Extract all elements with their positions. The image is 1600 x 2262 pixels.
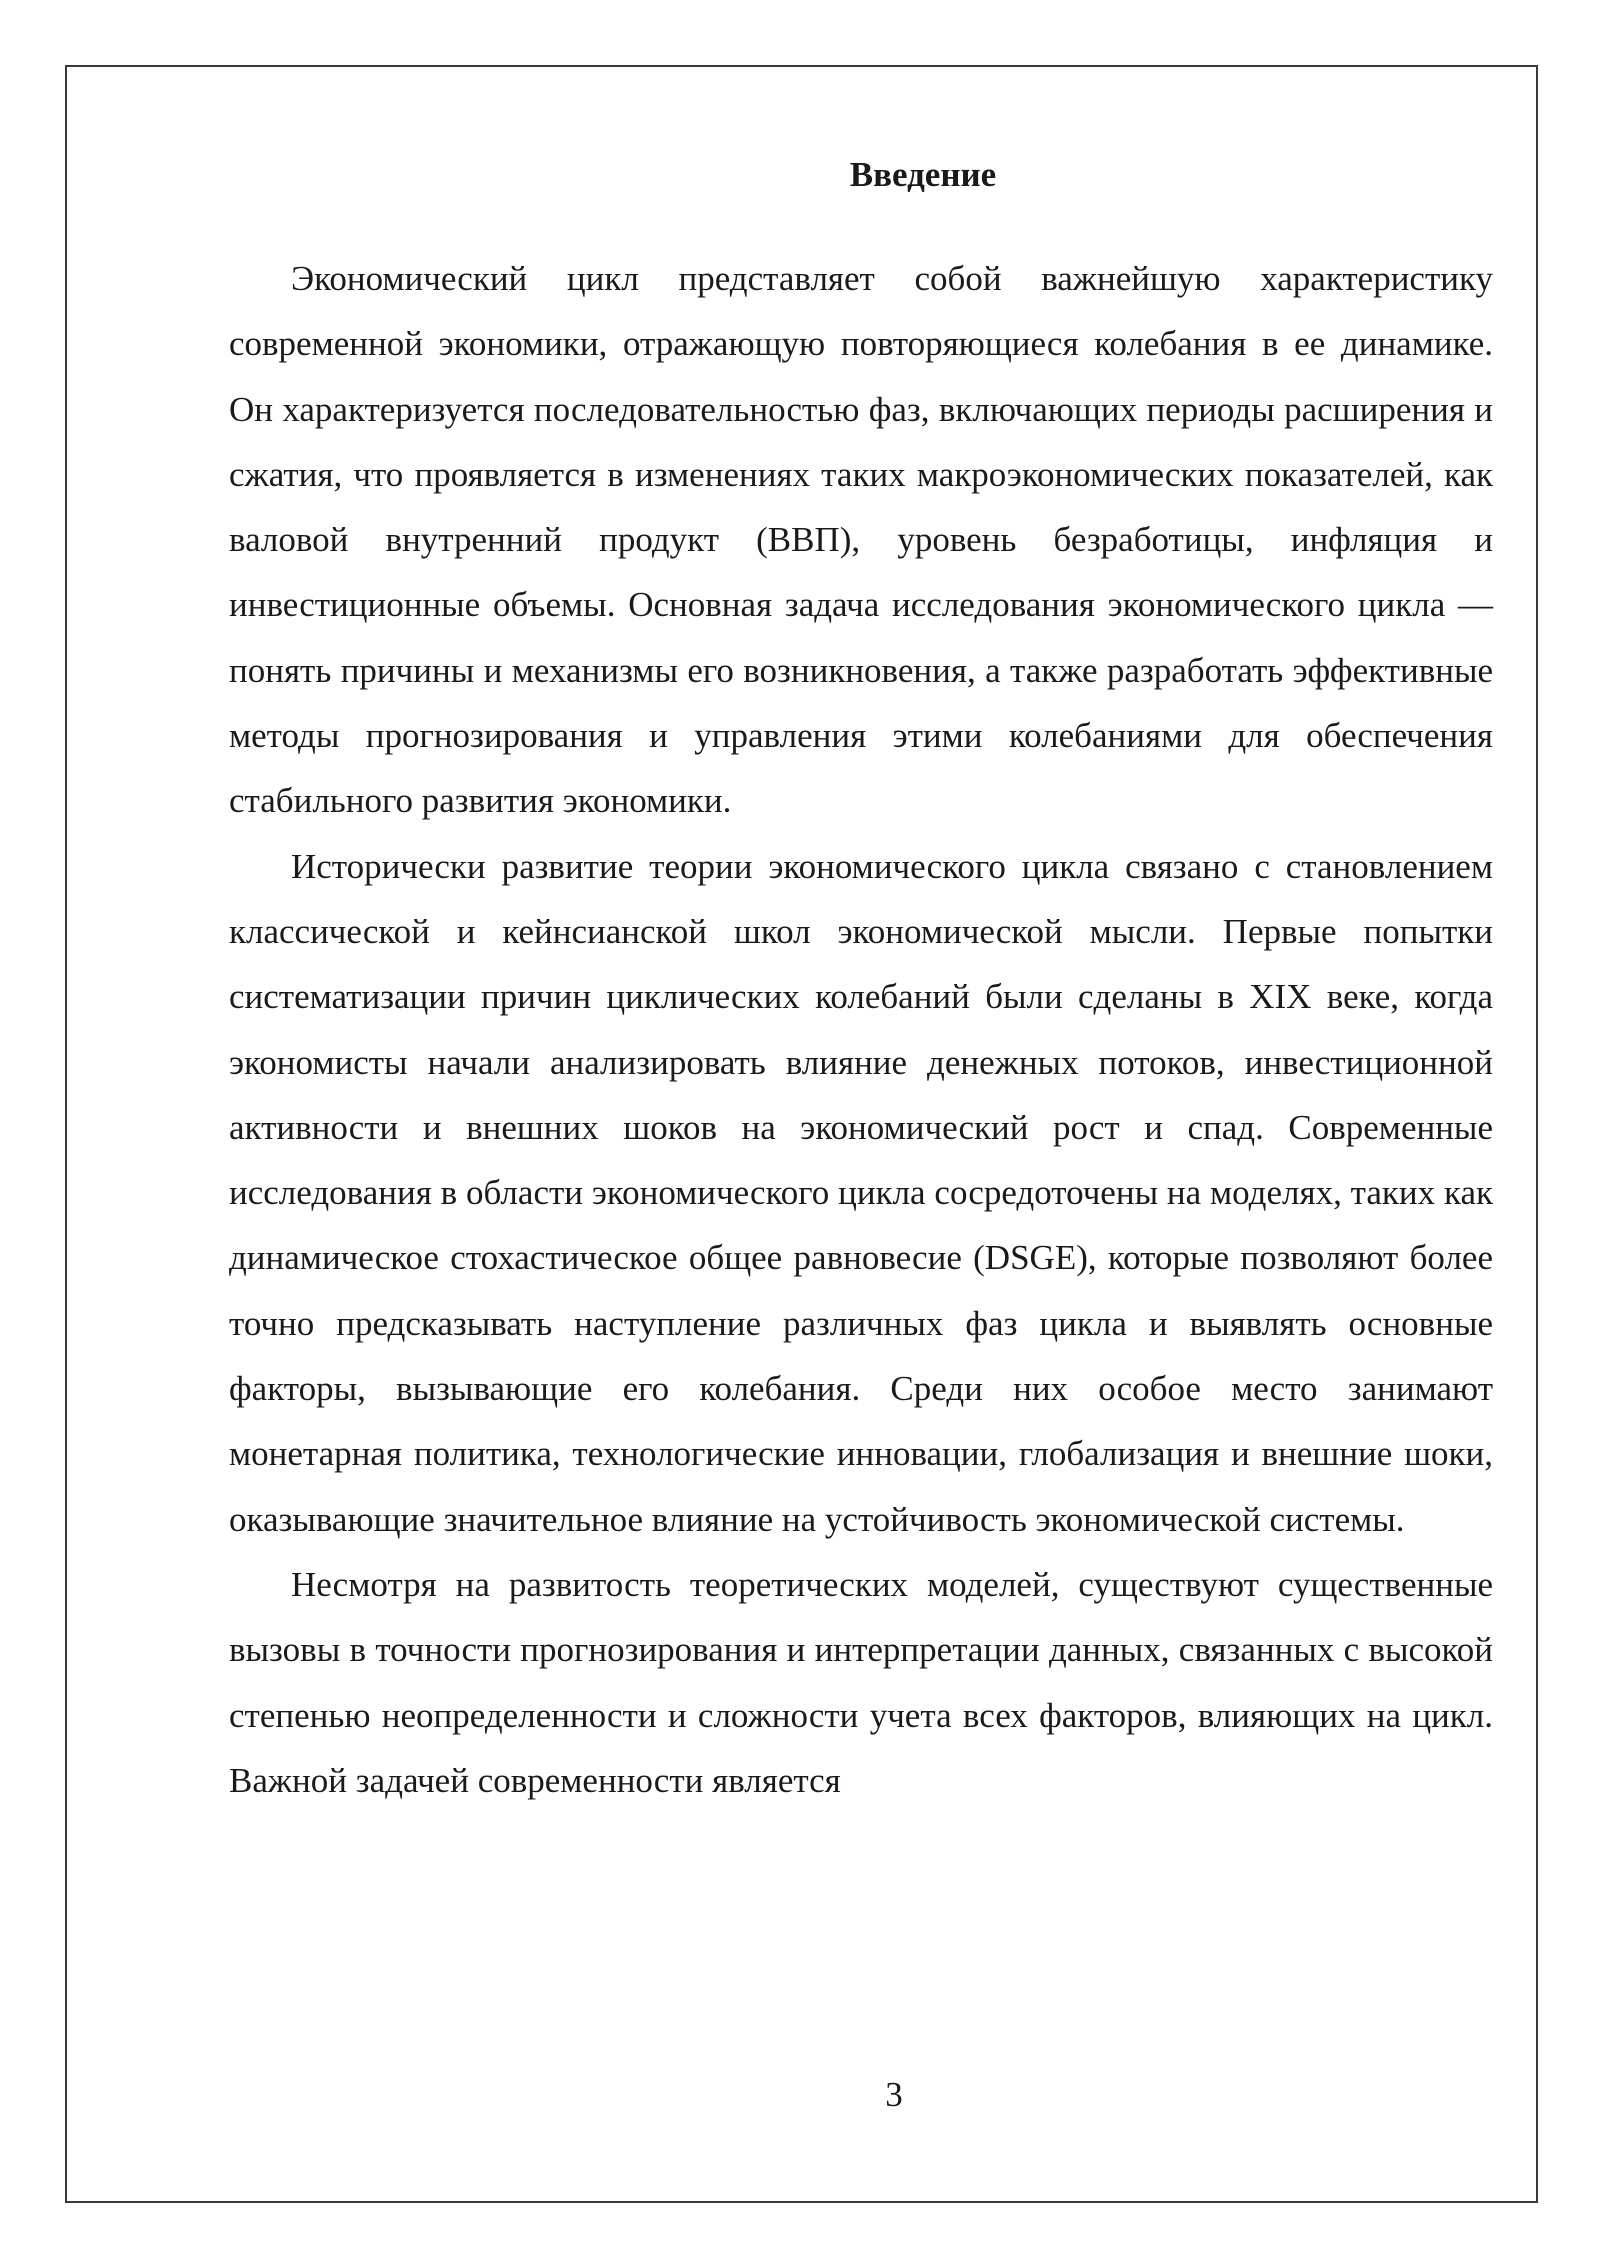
paragraph-1: Экономический цикл представляет собой важнейшую характеристику современной экономики, отражающую повторяющиеся колебания в ее динамике. Он характеризуется последовательностью фаз, включающих периоды расширения и сжатия, что проявляется в изменениях таких макроэкономических показателей, как валовой внутренний продукт (ВВП), уровень безработицы, инфляция и инвестиционные объемы. Основная задача исследования экономического цикла — понять причины и механизмы его возникновения, а также разработать эффективные методы прогнозирования и управления этими колебаниями для обеспечения стабильного развития экономики. [229,259,1493,821]
page-number: 3 [885,2075,903,2114]
paragraph-3: Несмотря на развитость теоретических моделей, существуют существенные вызовы в точности прогнозирования и интерпретации данных, связанных с высокой степенью неопределенности и сложности учета всех факторов, влияющих на цикл. Важной задачей современности является [229,1564,1493,1800]
section-heading: Введение [849,155,997,194]
paragraph-2: Исторически развитие теории экономического цикла связано с становлением классической и кейнсианской школ экономической мысли. Первые попытки систематизации причин циклических колебаний были сделаны в XIX веке, когда экономисты начали анализировать влияние денежных потоков, инвестиционной активности и внешних шоков на экономический рост и спад. Современные исследования в области экономического цикла сосредоточены на моделях, таких как динамическое стохастическое общее равновесие (DSGE), которые позволяют более точно предсказывать наступление различных фаз цикла и выявлять основные факторы, вызывающие его колебания. Среди них особое место занимают монетарная политика, технологические инновации, глобализация и внешние шоки, оказывающие значительное влияние на устойчивость экономической системы. [229,846,1493,1539]
document-body [229,150,1493,1813]
